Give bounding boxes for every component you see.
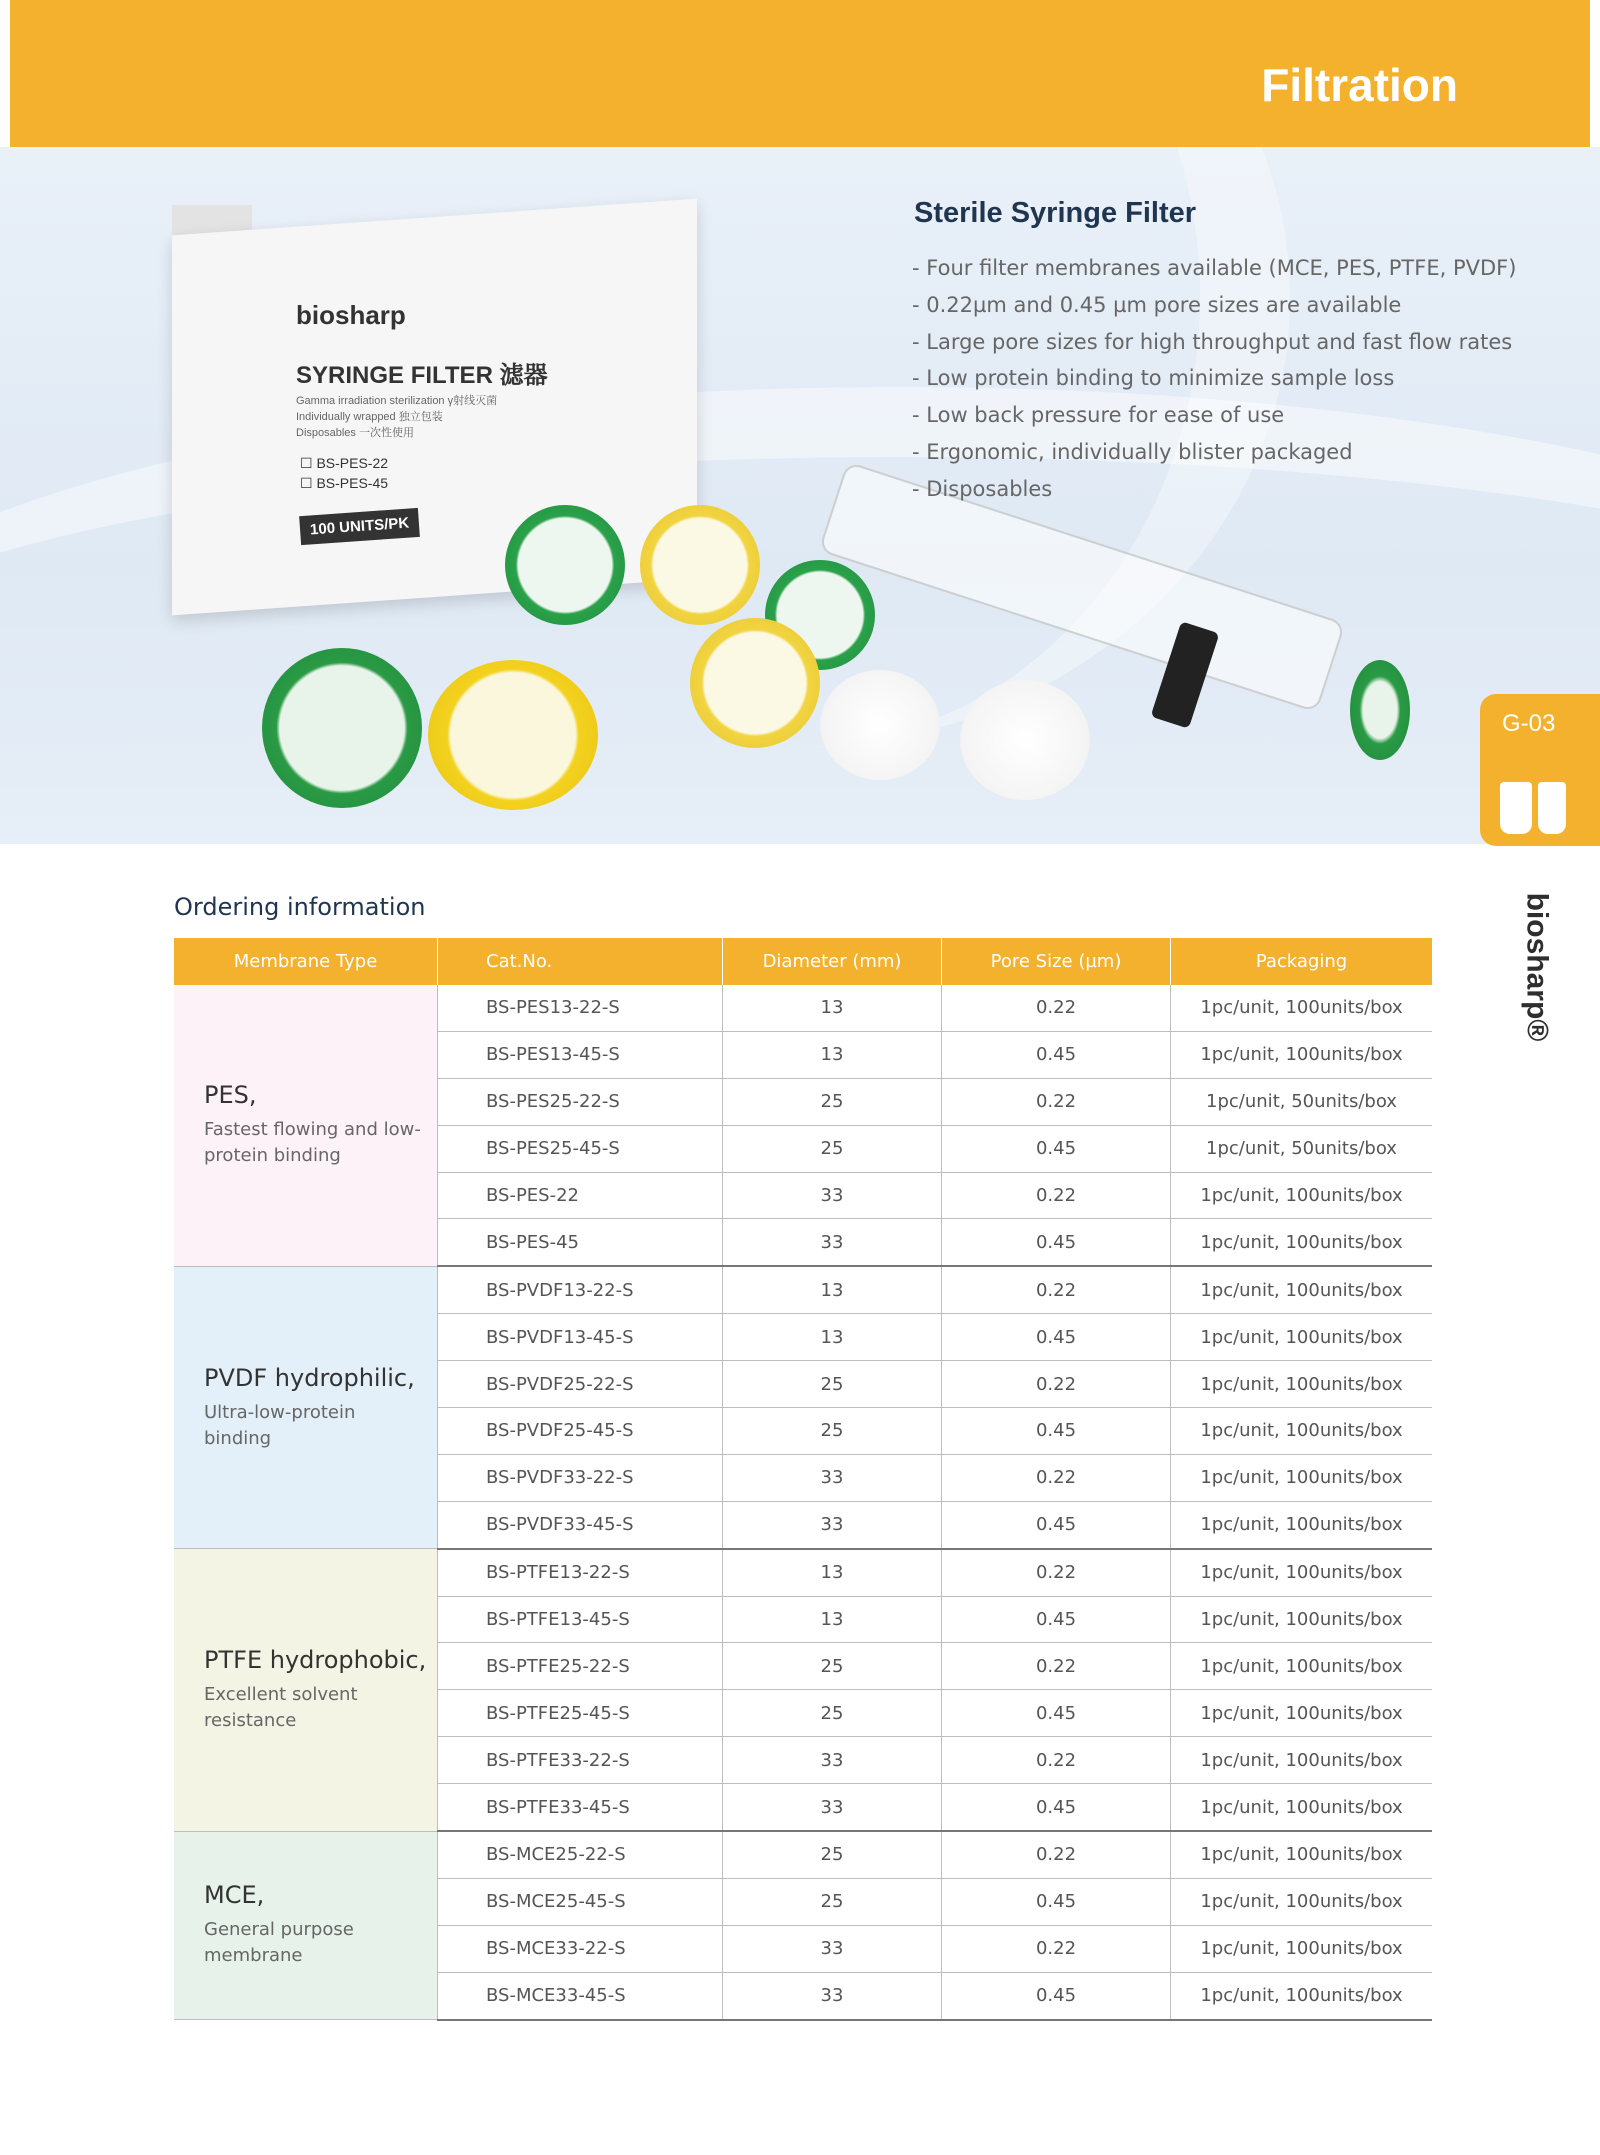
cat-no-cell: BS-PES13-22-S: [438, 985, 723, 1031]
pore-size-cell: 0.45: [942, 1031, 1171, 1078]
diameter-cell: 33: [723, 1972, 942, 2019]
feature-item: - Disposables: [912, 471, 1516, 508]
cat-no-cell: BS-MCE25-22-S: [438, 1831, 723, 1878]
cat-no-cell: BS-PVDF33-22-S: [438, 1454, 723, 1501]
pore-size-cell: 0.22: [942, 1737, 1171, 1784]
cat-no-cell: BS-PVDF25-45-S: [438, 1408, 723, 1455]
box-text: Individually wrapped 独立包装: [296, 411, 443, 423]
cat-no-cell: BS-MCE33-22-S: [438, 1925, 723, 1972]
column-header: Diameter (mm): [723, 938, 942, 985]
diameter-cell: 25: [723, 1831, 942, 1878]
feature-item: - Low protein binding to minimize sample loss: [912, 360, 1516, 397]
diameter-cell: 33: [723, 1925, 942, 1972]
packaging-cell: 1pc/unit, 100units/box: [1171, 1549, 1433, 1596]
membrane-type-name: PTFE hydrophobic,: [204, 1645, 427, 1674]
packaging-cell: 1pc/unit, 100units/box: [1171, 1266, 1433, 1313]
cat-no-cell: BS-PTFE25-22-S: [438, 1643, 723, 1690]
membrane-type-description: Ultra-low-protein binding: [204, 1401, 356, 1449]
page-title: Filtration: [1261, 59, 1458, 111]
packaging-cell: 1pc/unit, 100units/box: [1171, 1831, 1433, 1878]
cat-no-cell: BS-PES-22: [438, 1172, 723, 1219]
packaging-cell: 1pc/unit, 100units/box: [1171, 1972, 1433, 2019]
packaging-cell: 1pc/unit, 100units/box: [1171, 1737, 1433, 1784]
cat-no-cell: BS-PVDF33-45-S: [438, 1501, 723, 1548]
diameter-cell: 33: [723, 1784, 942, 1831]
product-title: Sterile Syringe Filter: [914, 197, 1197, 229]
cat-no-cell: BS-PVDF13-45-S: [438, 1314, 723, 1361]
pore-size-cell: 0.22: [942, 1549, 1171, 1596]
diameter-cell: 25: [723, 1078, 942, 1125]
packaging-cell: 1pc/unit, 100units/box: [1171, 1784, 1433, 1831]
packaging-cell: 1pc/unit, 100units/box: [1171, 1361, 1433, 1408]
side-brand-logo: biosharp®: [1520, 892, 1554, 1042]
packaging-cell: 1pc/unit, 100units/box: [1171, 1878, 1433, 1925]
membrane-type-name: PVDF hydrophilic,: [204, 1363, 415, 1392]
packaging-cell: 1pc/unit, 100units/box: [1171, 1501, 1433, 1548]
packaging-cell: 1pc/unit, 100units/box: [1171, 1454, 1433, 1501]
membrane-type-cell: [174, 985, 438, 1266]
diameter-cell: 13: [723, 1314, 942, 1361]
ordering-table: [174, 938, 1432, 2021]
packaging-cell: 1pc/unit, 100units/box: [1171, 1690, 1433, 1737]
column-header: Pore Size (µm): [942, 938, 1171, 985]
packaging-cell: 1pc/unit, 100units/box: [1171, 1925, 1433, 1972]
feature-item: - Ergonomic, individually blister packaged: [912, 434, 1516, 471]
cat-no-cell: BS-PES25-45-S: [438, 1125, 723, 1172]
cat-no-cell: BS-PTFE25-45-S: [438, 1690, 723, 1737]
cat-no-cell: BS-PTFE13-45-S: [438, 1596, 723, 1643]
syringe-tip-filter: [1350, 660, 1410, 760]
packaging-cell: 1pc/unit, 100units/box: [1171, 1031, 1433, 1078]
cat-no-cell: BS-PTFE33-45-S: [438, 1784, 723, 1831]
box-text: Gamma irradiation sterilization γ射线灭菌: [296, 395, 498, 407]
feature-item: - Four filter membranes available (MCE, PES, PTFE, PVDF): [912, 250, 1516, 287]
diameter-cell: 13: [723, 1266, 942, 1313]
packaging-cell: 1pc/unit, 100units/box: [1171, 1219, 1433, 1266]
membrane-type-cell: [174, 1549, 438, 1831]
blister-yellow-filter: [640, 505, 760, 625]
feature-item: - Low back pressure for ease of use: [912, 397, 1516, 434]
pore-size-cell: 0.45: [942, 1596, 1171, 1643]
membrane-type-cell: [174, 1831, 438, 2020]
cat-no-cell: BS-PES13-45-S: [438, 1031, 723, 1078]
packaging-cell: 1pc/unit, 100units/box: [1171, 1643, 1433, 1690]
pore-size-cell: 0.22: [942, 1831, 1171, 1878]
pore-size-cell: 0.45: [942, 1219, 1171, 1266]
pore-size-cell: 0.45: [942, 1125, 1171, 1172]
pore-size-cell: 0.22: [942, 1454, 1171, 1501]
column-header: Packaging: [1171, 938, 1433, 985]
diameter-cell: 13: [723, 1031, 942, 1078]
pore-size-cell: 0.22: [942, 985, 1171, 1031]
feature-item: - 0.22µm and 0.45 µm pore sizes are available: [912, 287, 1516, 324]
box-logo: biosharp: [296, 300, 406, 330]
cat-no-cell: BS-PVDF13-22-S: [438, 1266, 723, 1313]
pore-size-cell: 0.45: [942, 1878, 1171, 1925]
diameter-cell: 25: [723, 1125, 942, 1172]
cat-no-cell: BS-PES25-22-S: [438, 1078, 723, 1125]
table-row: [174, 1831, 1432, 1878]
table-header-row: [174, 938, 1432, 985]
packaging-cell: 1pc/unit, 50units/box: [1171, 1125, 1433, 1172]
yellow-filter-disc: [428, 660, 598, 810]
diameter-cell: 33: [723, 1501, 942, 1548]
pore-size-cell: 0.22: [942, 1925, 1171, 1972]
table-row: [174, 1266, 1432, 1313]
table-row: [174, 985, 1432, 1031]
pore-size-cell: 0.22: [942, 1172, 1171, 1219]
blister-clear-filter: [960, 680, 1090, 800]
box-title: SYRINGE FILTER 滤器: [296, 362, 548, 389]
membrane-type-name: MCE,: [204, 1881, 265, 1910]
pore-size-cell: 0.45: [942, 1972, 1171, 2019]
diameter-cell: 33: [723, 1737, 942, 1784]
cat-no-cell: BS-PTFE13-22-S: [438, 1549, 723, 1596]
blister-yellow-filter: [690, 618, 820, 748]
box-text: Disposables 一次性使用: [296, 427, 414, 439]
column-header: Cat.No.: [438, 938, 723, 985]
membrane-type-name: PES,: [204, 1081, 257, 1110]
green-filter-disc: [262, 648, 422, 808]
pore-size-cell: 0.45: [942, 1314, 1171, 1361]
pore-size-cell: 0.22: [942, 1643, 1171, 1690]
filter-icon: [1538, 782, 1566, 834]
diameter-cell: 25: [723, 1643, 942, 1690]
blister-clear-filter: [820, 670, 940, 780]
cat-no-cell: BS-MCE33-45-S: [438, 1972, 723, 2019]
pore-size-cell: 0.45: [942, 1784, 1171, 1831]
diameter-cell: 13: [723, 985, 942, 1031]
pore-size-cell: 0.45: [942, 1408, 1171, 1455]
box-badge: 100 UNITS/PK: [299, 508, 420, 545]
pore-size-cell: 0.45: [942, 1501, 1171, 1548]
diameter-cell: 25: [723, 1690, 942, 1737]
table-row: [174, 1549, 1432, 1596]
membrane-type-description: Excellent solvent resistance: [204, 1683, 358, 1731]
pore-size-cell: 0.22: [942, 1266, 1171, 1313]
blister-green-filter: [505, 505, 625, 625]
diameter-cell: 13: [723, 1549, 942, 1596]
packaging-cell: 1pc/unit, 100units/box: [1171, 1408, 1433, 1455]
column-header: Membrane Type: [174, 938, 438, 985]
diameter-cell: 33: [723, 1172, 942, 1219]
ordering-title: Ordering information: [174, 893, 426, 921]
box-option: ☐ BS-PES-22: [300, 455, 389, 471]
feature-item: - Large pore sizes for high throughput and fast flow rates: [912, 324, 1516, 361]
cat-no-cell: BS-PVDF25-22-S: [438, 1361, 723, 1408]
packaging-cell: 1pc/unit, 100units/box: [1171, 1172, 1433, 1219]
packaging-cell: 1pc/unit, 100units/box: [1171, 1314, 1433, 1361]
feature-list: [912, 250, 1516, 508]
cat-no-cell: BS-PTFE33-22-S: [438, 1737, 723, 1784]
pore-size-cell: 0.45: [942, 1690, 1171, 1737]
membrane-type-description: General purpose membrane: [204, 1919, 354, 1967]
packaging-cell: 1pc/unit, 100units/box: [1171, 1596, 1433, 1643]
diameter-cell: 25: [723, 1408, 942, 1455]
membrane-type-description: Fastest flowing and low-protein binding: [204, 1119, 421, 1167]
filter-icon: [1500, 782, 1532, 834]
pore-size-cell: 0.22: [942, 1361, 1171, 1408]
membrane-type-cell: [174, 1266, 438, 1548]
cat-no-cell: BS-MCE25-45-S: [438, 1878, 723, 1925]
diameter-cell: 25: [723, 1878, 942, 1925]
diameter-cell: 33: [723, 1219, 942, 1266]
pore-size-cell: 0.22: [942, 1078, 1171, 1125]
cat-no-cell: BS-PES-45: [438, 1219, 723, 1266]
section-tab-label: G-03: [1502, 710, 1556, 737]
diameter-cell: 13: [723, 1596, 942, 1643]
packaging-cell: 1pc/unit, 50units/box: [1171, 1078, 1433, 1125]
diameter-cell: 33: [723, 1454, 942, 1501]
packaging-cell: 1pc/unit, 100units/box: [1171, 985, 1433, 1031]
box-option: ☐ BS-PES-45: [300, 475, 389, 491]
diameter-cell: 25: [723, 1361, 942, 1408]
